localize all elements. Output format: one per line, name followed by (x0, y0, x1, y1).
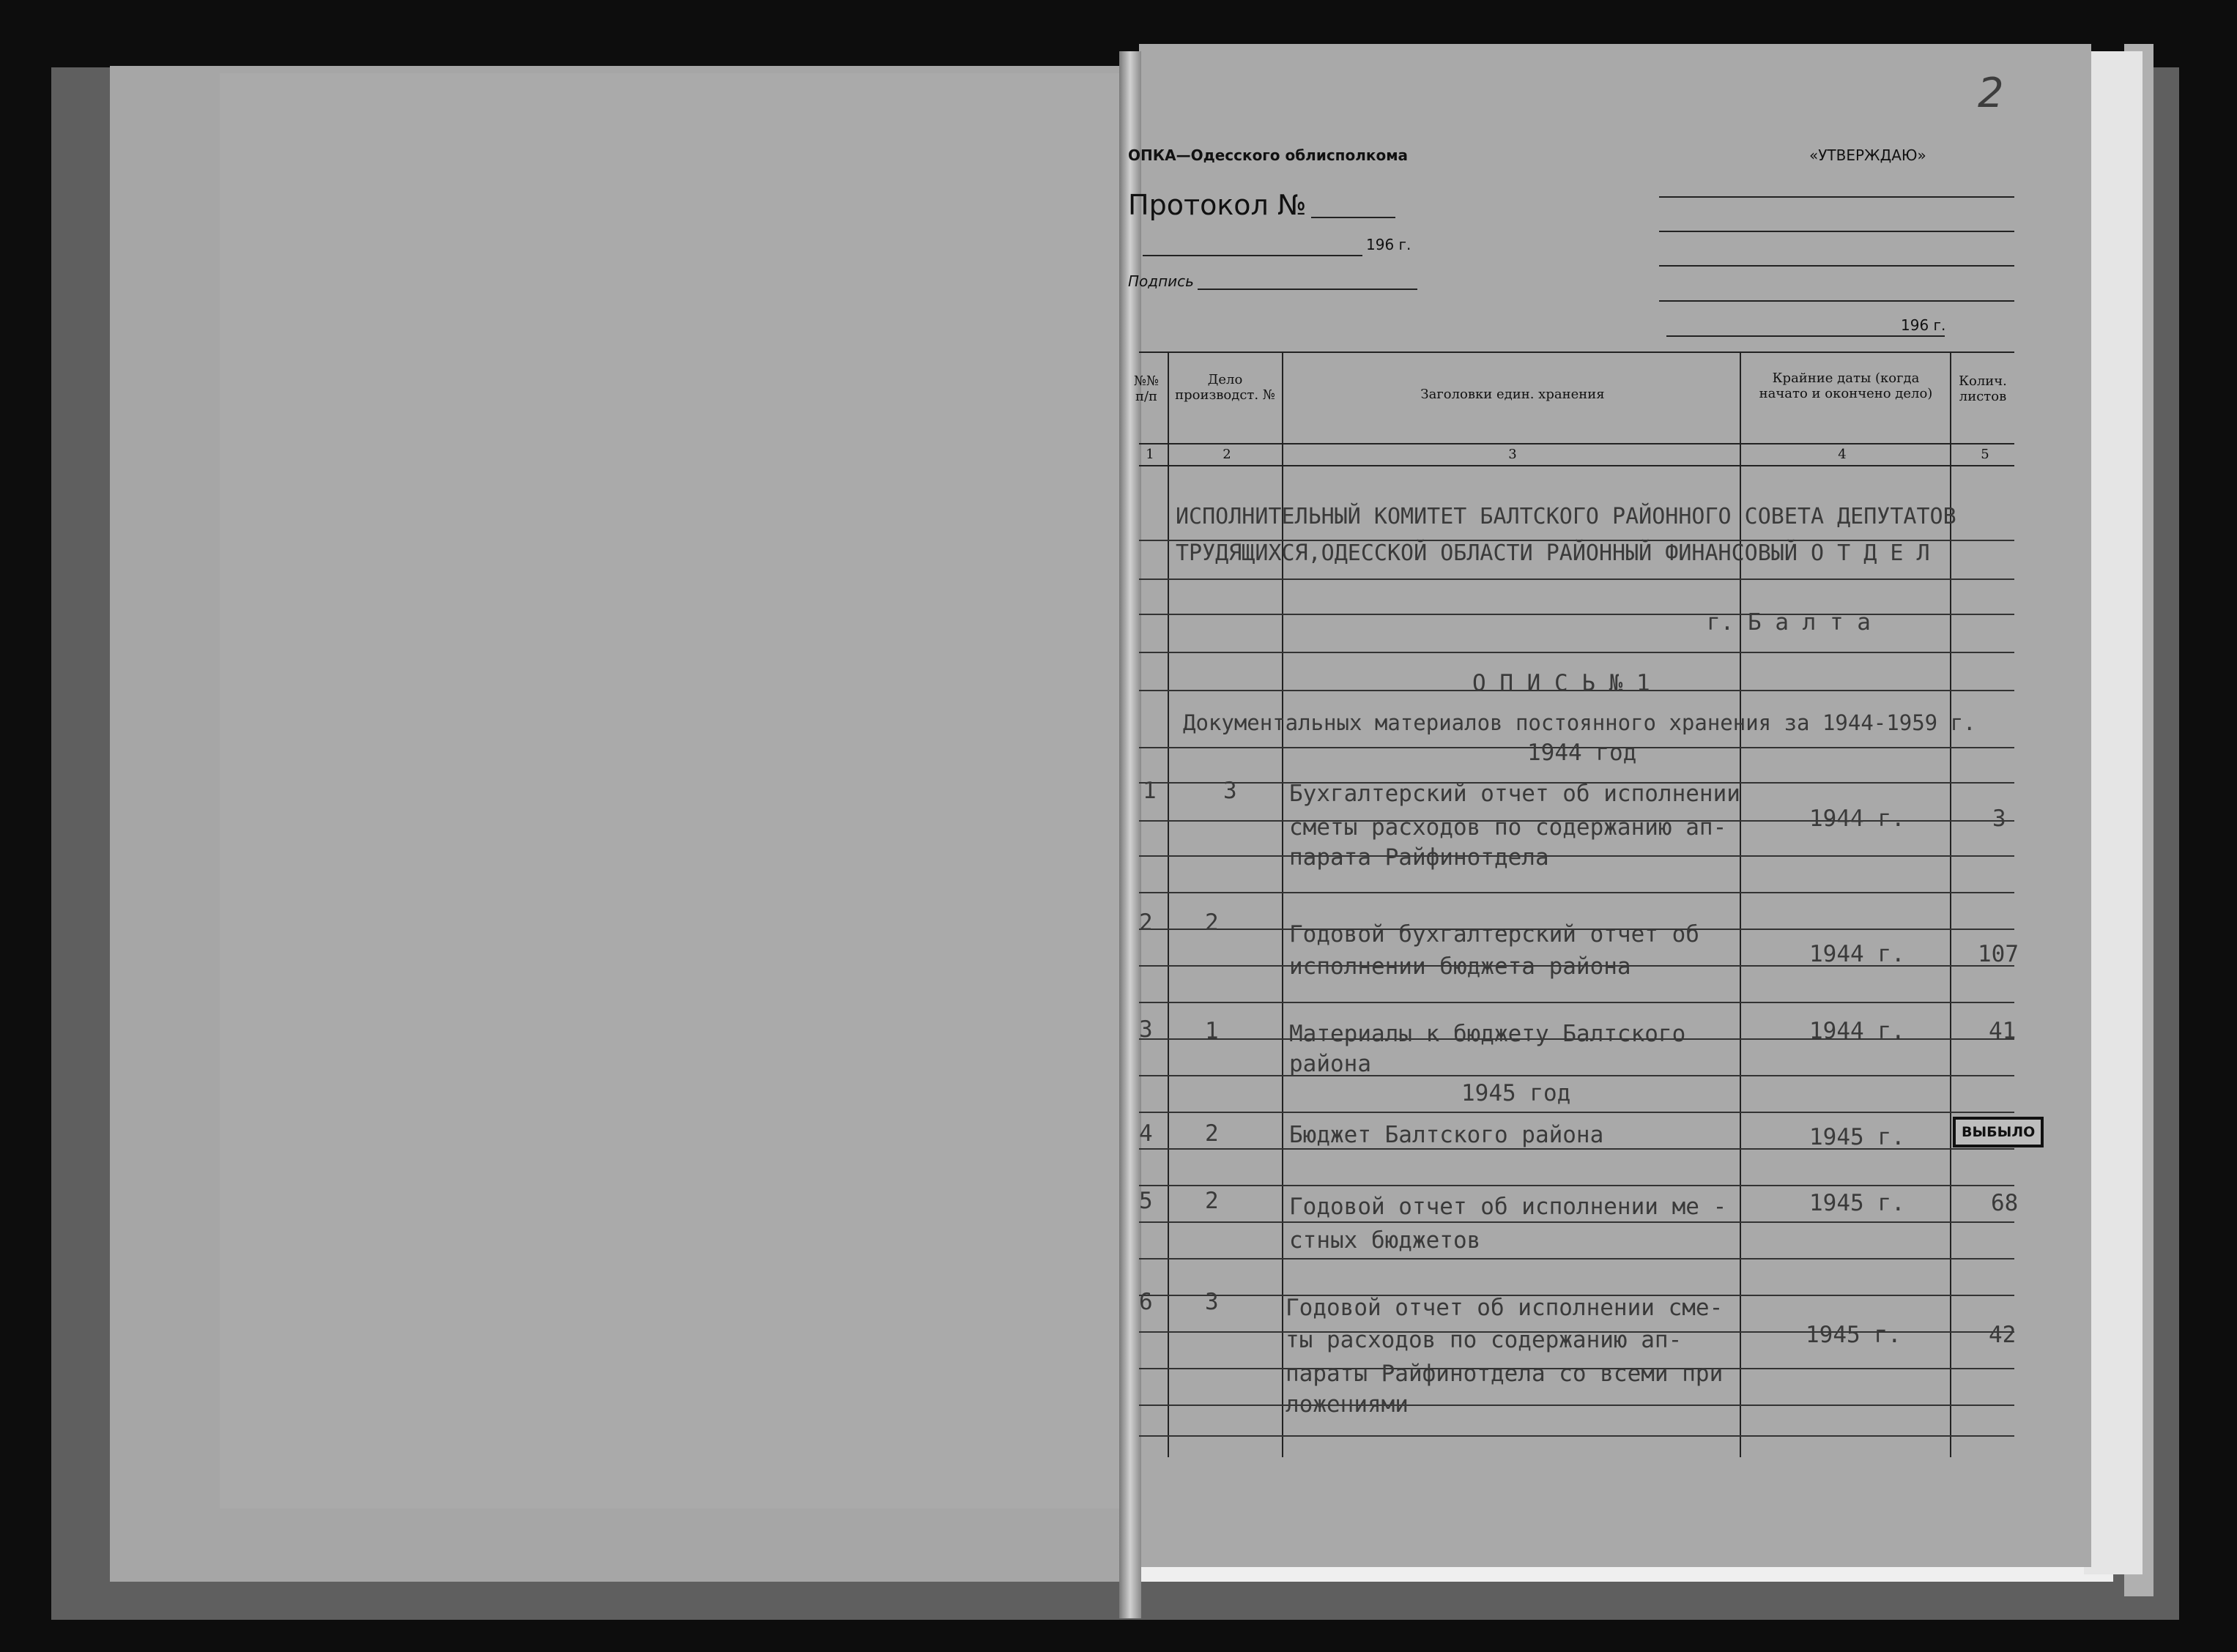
row-2-date: 1944 г. (1809, 941, 1905, 967)
row-1-date: 1944 г. (1809, 805, 1905, 832)
row-2-title-line-1: Годовой бухгалтерский отчет об (1289, 921, 1699, 948)
row-6-sheets: 42 (1989, 1322, 2017, 1348)
protocol-label: Протокол № (1128, 189, 1307, 221)
heading-opis: О П И С Ь № 1 (1472, 670, 1650, 696)
col-num-4: 4 (1838, 447, 1847, 462)
col-num-5: 5 (1981, 447, 1989, 462)
withdrawn-stamp: ВЫБЫЛО (1953, 1117, 2044, 1147)
row-6-case: 3 (1205, 1289, 1219, 1315)
row-6-title-line-2: ты расходов по содержанию ап- (1286, 1327, 1683, 1353)
heading-description: Документальных материалов постоянного хранения за 1944-1959 г. (1183, 710, 1976, 735)
row-1-title-line-2: сметы расходов по содержанию ап- (1289, 814, 1727, 841)
approve-label: «УТВЕРЖДАЮ» (1809, 146, 1926, 164)
row-3-sheets: 41 (1989, 1018, 2017, 1044)
row-1-title-line-3: парата Райфинотдела (1289, 844, 1549, 871)
row-1-title-line-1: Бухгалтерский отчет об исполнении (1289, 781, 1740, 807)
row-4-case: 2 (1205, 1120, 1219, 1147)
row-3-title-line-1: Материалы к бюджету Балтского (1289, 1021, 1686, 1047)
row-4-title-line-1: Бюджет Балтского района (1289, 1122, 1604, 1148)
col-header-1: №№ п/п (1133, 373, 1160, 404)
row-2-number: 2 (1139, 909, 1153, 936)
col-header-2: Дело производст. № (1175, 372, 1275, 403)
col-num-2: 2 (1223, 447, 1231, 462)
org-line: ОПКА—Одесского облисполкома (1128, 146, 1409, 164)
row-3-case: 1 (1205, 1018, 1219, 1044)
row-2-sheets: 107 (1978, 941, 2019, 967)
year-1944-heading: 1944 год (1527, 740, 1637, 766)
row-6-number: 6 (1139, 1289, 1153, 1315)
row-5-case: 2 (1205, 1188, 1219, 1214)
row-5-title-line-2: стных бюджетов (1289, 1227, 1481, 1254)
row-4-number: 4 (1139, 1120, 1153, 1147)
row-3-number: 3 (1139, 1016, 1153, 1043)
row-1-case: 3 (1223, 778, 1237, 804)
row-2-case: 2 (1205, 909, 1219, 936)
col-num-3: 3 (1508, 447, 1517, 462)
page-stack-right (2084, 51, 2143, 1574)
col-header-5: Колич. листов (1959, 373, 2007, 404)
heading-line-1: ИСПОЛНИТЕЛЬНЫЙ КОМИТЕТ БАЛТСКОГО РАЙОННОГО СОВЕТА ДЕПУТАТОВ (1176, 504, 1956, 529)
row-1-number: 1 (1143, 778, 1157, 804)
row-3-date: 1944 г. (1809, 1018, 1905, 1044)
year-1945-heading: 1945 год (1461, 1080, 1571, 1106)
year-line-left: 196 г. (1366, 236, 1411, 253)
row-4-date: 1945 г. (1809, 1124, 1905, 1150)
row-2-title-line-2: исполнении бюджета района (1289, 953, 1631, 980)
row-3-title-line-2: района (1289, 1051, 1371, 1077)
row-6-date: 1945 г. (1806, 1322, 1902, 1348)
row-6-title-line-1: Годовой отчет об исполнении сме- (1286, 1295, 1724, 1321)
row-6-title-line-4: ложениями (1286, 1391, 1409, 1418)
heading-city: г. Б а л т а (1707, 609, 1871, 636)
heading-line-2: ТРУДЯЩИХСЯ,ОДЕССКОЙ ОБЛАСТИ РАЙОННЫЙ ФИНАНСОВЫЙ О Т Д Е Л (1176, 540, 1930, 566)
year-line-right: 196 г. (1901, 316, 1946, 334)
row-5-date: 1945 г. (1809, 1190, 1905, 1216)
row-1-sheets: 3 (1992, 805, 2006, 832)
col-num-1: 1 (1146, 447, 1154, 462)
row-5-number: 5 (1139, 1188, 1153, 1214)
col-header-3: Заголовки един. хранения (1420, 387, 1605, 402)
row-5-title-line-1: Годовой отчет об исполнении ме - (1289, 1194, 1727, 1220)
row-6-title-line-3: параты Райфинотдела со всеми при (1286, 1361, 1724, 1387)
signature-label: Подпись (1128, 272, 1194, 290)
pencil-page-number: 2 (1978, 70, 2004, 117)
left-page-inner-sheet (220, 73, 1128, 1508)
row-5-sheets: 68 (1991, 1190, 2019, 1216)
col-header-4: Крайние даты (когда начато и окончено дело) (1759, 371, 1933, 401)
